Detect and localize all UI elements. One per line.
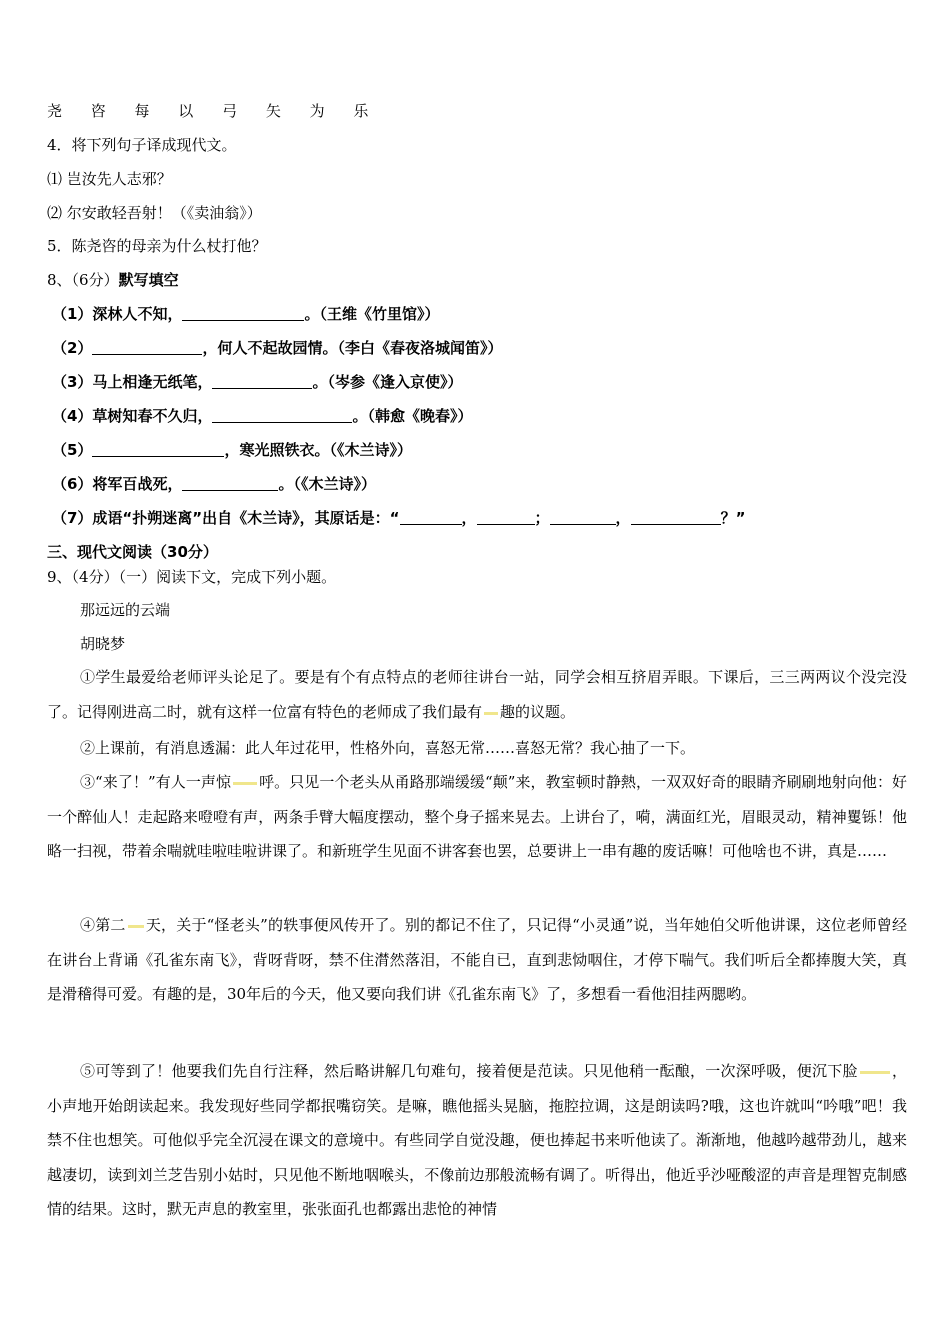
fill-item-3: （3）马上相逢无纸笔， 。（岑参《逢入京使》） [52,373,463,391]
fill-item-2: （2） ，何人不起故园情。（李白《春夜洛城闻笛》） [52,339,503,357]
article-title: 那远远的云端 [80,601,171,619]
section-3-heading: 三、现代文阅读（30分） [47,543,218,561]
fill-item-4: （4）草树知春不久归， 。（韩愈《晚春》） [52,407,473,425]
article-paragraph-5: ⑤可等到了！他要我们先自行注释，然后略讲解几句难句，接着便是范读。只见他稍一酝酿，一次深呼吸，便沉下脸 ，小声地开始朗读起来。我发现好些同学都抿嘴窃笑。是嘛，瞧他摇头晃脑，拖腔拉调，这是朗读吗?哦，这也许就叫“吟哦”吧！我禁不住也想笑。可他似乎完全沉浸在课文的意境中。有些同学自觉没趣，便也捧起书来听他读了。渐渐地，他越吟越带劲儿，越来越凄切，读到刘兰芝告别小姑时，只见他不断地咽喉头，不像前边那般流畅有调了。听得出，他近乎沙哑酸涩的声音是理智克制感情的结果。这时，默无声息的教室里，张张面孔也都露出悲怆的神情 [47,1062,907,1218]
answer-blank[interactable] [550,510,616,525]
question-8-prefix: 8、（6分） [47,271,119,289]
question-4-sentence-1: ⑴ 岂汝先人志邪？ [47,170,172,188]
article-author: 胡晓梦 [80,635,126,653]
question-8-heading [47,270,179,290]
answer-blank[interactable] [182,306,304,321]
question-9: 9、（4分）（一）阅读下文，完成下列小题。 [47,568,337,586]
fill-item-5: （5） ，寒光照铁衣。（《木兰诗》） [52,441,412,459]
article-paragraph-4: ④第二 天，关于“怪老头”的轶事便风传开了。别的都记不住了，只记得“小灵通”说，当年她伯父听他讲课，这位老师曾经在讲台上背诵《孔雀东南飞》，背呀背呀，禁不住潸然落泪，不能自已，直到悲恸咽住，才停下喘气。我们听后全都捧腹大笑，真是滑稽得可爱。有趣的是，30年后的今天，他又要向我们讲《孔雀东南飞》了，多想看一看他泪挂两腮哟。 [47,916,907,1003]
article-paragraph-2: ②上课前，有消息透漏：此人年过花甲，性格外向，喜怒无常……喜怒无常？我心抽了一下。 [80,739,696,757]
article-paragraph-3: ③“来了！”有人一声惊 呼。只见一个老头从甬路那端缓缓“颠”来，教室顿时静熱，一双双好奇的眼睛齐刷刷地射向他：好一个醉仙人！走起路来噔噔有声，两条手臂大幅度摆动，整个身子摇来晃去。上讲台了，嗬，满面红光，眉眼灵动，精神矍铄！他略一扫视，带着余喘就哇啦哇啦讲课了。和新班学生见面不讲客套也罢，总要讲上一串有趣的废话嘛！可他啥也不讲，真是…… [47,773,908,860]
answer-blank[interactable] [212,374,312,389]
answer-blank[interactable] [631,510,721,525]
question-5: 5．陈尧咨的母亲为什么杖打他？ [47,237,267,255]
question-8-title: 默写填空 [118,271,179,289]
answer-blank[interactable] [182,476,278,491]
question-4-sentence-2: ⑵ 尔安敢轻吾射！（《卖油翁》） [47,204,262,222]
answer-blank[interactable] [477,510,535,525]
fill-item-1: （1）深林人不知， 。（王维《竹里馆》） [52,305,440,323]
answer-blank[interactable] [400,510,462,525]
answer-blank[interactable] [212,408,352,423]
article-paragraph-1: ①学生最爱给老师评头论足了。要是有个有点特点的老师往讲台一站，同学会相互挤眉弄眼。下课后，三三两两议个没完没了。记得刚进高二时，就有这样一位富有特色的老师成了我们最有 趣的议题。 [47,668,907,721]
fill-item-6: （6）将军百战死， 。（《木兰诗》） [52,475,376,493]
highlight-mark [233,782,257,785]
answer-blank[interactable] [92,442,224,457]
answer-blank[interactable] [92,340,202,355]
highlight-mark [128,925,144,928]
fill-item-7: （7）成语“扑朔迷离”出自《木兰诗》，其原话是：“ ， ； ， ？” [52,509,746,527]
poem-line: 尧 咨 每 以 弓 矢 为 乐 [47,102,381,120]
highlight-mark [860,1071,890,1074]
highlight-mark [484,712,498,715]
question-4-title: 4．将下列句子译成现代文。 [47,136,237,154]
